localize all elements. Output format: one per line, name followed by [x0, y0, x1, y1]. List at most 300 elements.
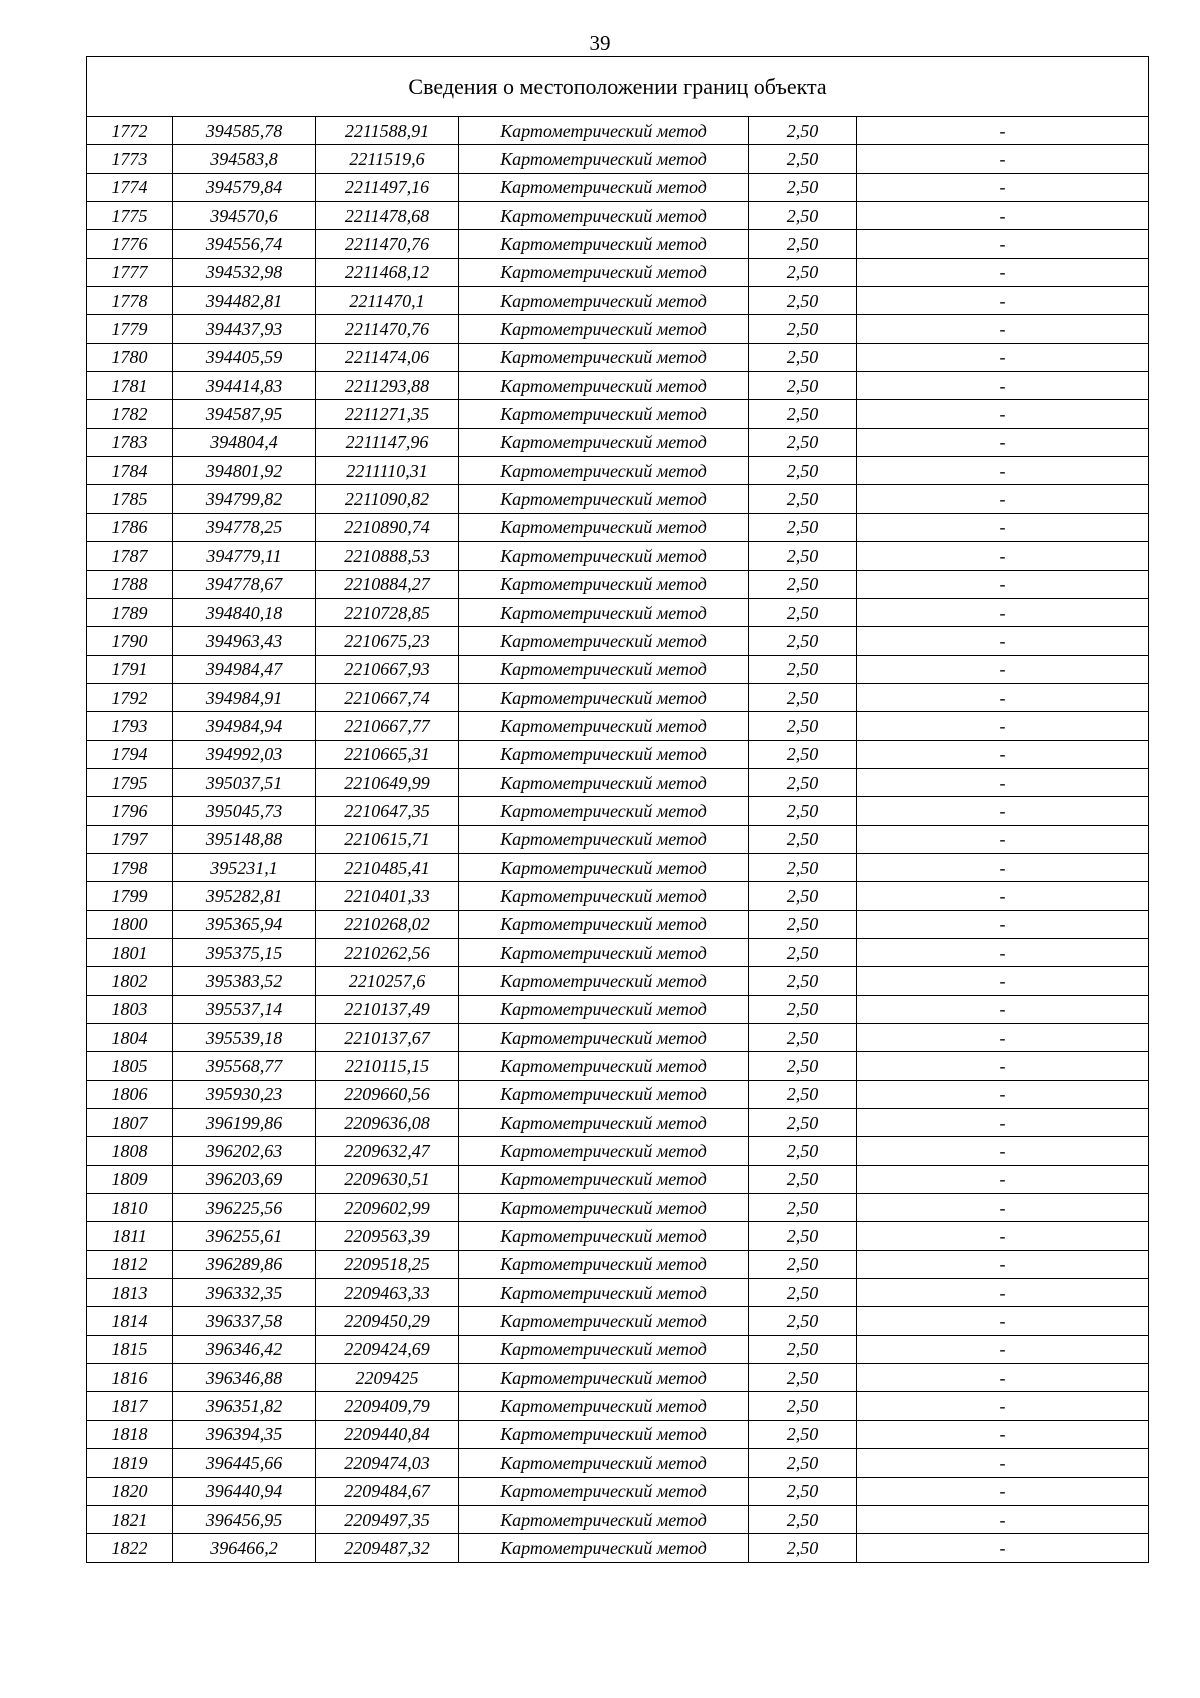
- note-cell: -: [857, 1335, 1149, 1363]
- accuracy-cell: 2,50: [749, 1194, 857, 1222]
- note-cell: -: [857, 825, 1149, 853]
- note-cell: -: [857, 1080, 1149, 1108]
- y-coordinate-cell: 2211468,12: [316, 258, 459, 286]
- y-coordinate-cell: 2209636,08: [316, 1109, 459, 1137]
- point-number-cell: 1795: [87, 768, 173, 796]
- accuracy-cell: 2,50: [749, 1137, 857, 1165]
- y-coordinate-cell: 2210401,33: [316, 882, 459, 910]
- table-title-row: [87, 57, 1149, 117]
- point-number-cell: 1798: [87, 853, 173, 881]
- table-row: [87, 1505, 1149, 1533]
- accuracy-cell: 2,50: [749, 1364, 857, 1392]
- accuracy-cell: 2,50: [749, 230, 857, 258]
- y-coordinate-cell: 2209463,33: [316, 1279, 459, 1307]
- x-coordinate-cell: 394801,92: [173, 457, 316, 485]
- x-coordinate-cell: 394532,98: [173, 258, 316, 286]
- note-cell: -: [857, 202, 1149, 230]
- y-coordinate-cell: 2211147,96: [316, 428, 459, 456]
- method-cell: Картометрический метод: [459, 825, 749, 853]
- table-row: [87, 1364, 1149, 1392]
- note-cell: -: [857, 372, 1149, 400]
- x-coordinate-cell: 396351,82: [173, 1392, 316, 1420]
- y-coordinate-cell: 2210884,27: [316, 570, 459, 598]
- accuracy-cell: 2,50: [749, 372, 857, 400]
- x-coordinate-cell: 396346,42: [173, 1335, 316, 1363]
- note-cell: -: [857, 1449, 1149, 1477]
- point-number-cell: 1818: [87, 1420, 173, 1448]
- y-coordinate-cell: 2209487,32: [316, 1534, 459, 1562]
- x-coordinate-cell: 394984,94: [173, 712, 316, 740]
- note-cell: -: [857, 258, 1149, 286]
- accuracy-cell: 2,50: [749, 683, 857, 711]
- y-coordinate-cell: 2211519,6: [316, 145, 459, 173]
- y-coordinate-cell: 2209563,39: [316, 1222, 459, 1250]
- accuracy-cell: 2,50: [749, 1505, 857, 1533]
- point-number-cell: 1814: [87, 1307, 173, 1335]
- table-row: [87, 1534, 1149, 1562]
- method-cell: Картометрический метод: [459, 230, 749, 258]
- method-cell: Картометрический метод: [459, 513, 749, 541]
- y-coordinate-cell: 2210888,53: [316, 542, 459, 570]
- accuracy-cell: 2,50: [749, 513, 857, 541]
- method-cell: Картометрический метод: [459, 287, 749, 315]
- method-cell: Картометрический метод: [459, 1449, 749, 1477]
- y-coordinate-cell: 2209425: [316, 1364, 459, 1392]
- note-cell: -: [857, 145, 1149, 173]
- method-cell: Картометрический метод: [459, 485, 749, 513]
- method-cell: Картометрический метод: [459, 1024, 749, 1052]
- method-cell: Картометрический метод: [459, 1307, 749, 1335]
- table-row: [87, 570, 1149, 598]
- point-number-cell: 1783: [87, 428, 173, 456]
- point-number-cell: 1812: [87, 1250, 173, 1278]
- method-cell: Картометрический метод: [459, 967, 749, 995]
- y-coordinate-cell: 2210262,56: [316, 938, 459, 966]
- table-body: [87, 117, 1149, 1563]
- accuracy-cell: 2,50: [749, 1222, 857, 1250]
- table-row: [87, 967, 1149, 995]
- table-row: [87, 1449, 1149, 1477]
- x-coordinate-cell: 396332,35: [173, 1279, 316, 1307]
- note-cell: -: [857, 1477, 1149, 1505]
- note-cell: -: [857, 542, 1149, 570]
- method-cell: Картометрический метод: [459, 400, 749, 428]
- method-cell: Картометрический метод: [459, 853, 749, 881]
- y-coordinate-cell: 2210268,02: [316, 910, 459, 938]
- y-coordinate-cell: 2211470,76: [316, 315, 459, 343]
- y-coordinate-cell: 2210649,99: [316, 768, 459, 796]
- method-cell: Картометрический метод: [459, 910, 749, 938]
- table-row: [87, 627, 1149, 655]
- point-number-cell: 1789: [87, 598, 173, 626]
- method-cell: Картометрический метод: [459, 1335, 749, 1363]
- note-cell: -: [857, 1109, 1149, 1137]
- method-cell: Картометрический метод: [459, 1250, 749, 1278]
- note-cell: -: [857, 910, 1149, 938]
- point-number-cell: 1799: [87, 882, 173, 910]
- x-coordinate-cell: 396289,86: [173, 1250, 316, 1278]
- point-number-cell: 1784: [87, 457, 173, 485]
- y-coordinate-cell: 2210137,67: [316, 1024, 459, 1052]
- y-coordinate-cell: 2210890,74: [316, 513, 459, 541]
- y-coordinate-cell: 2209474,03: [316, 1449, 459, 1477]
- point-number-cell: 1773: [87, 145, 173, 173]
- y-coordinate-cell: 2211110,31: [316, 457, 459, 485]
- method-cell: Картометрический метод: [459, 145, 749, 173]
- x-coordinate-cell: 395037,51: [173, 768, 316, 796]
- point-number-cell: 1781: [87, 372, 173, 400]
- x-coordinate-cell: 396456,95: [173, 1505, 316, 1533]
- y-coordinate-cell: 2209450,29: [316, 1307, 459, 1335]
- x-coordinate-cell: 395930,23: [173, 1080, 316, 1108]
- point-number-cell: 1787: [87, 542, 173, 570]
- point-number-cell: 1804: [87, 1024, 173, 1052]
- table-row: [87, 428, 1149, 456]
- accuracy-cell: 2,50: [749, 117, 857, 145]
- point-number-cell: 1816: [87, 1364, 173, 1392]
- method-cell: Картометрический метод: [459, 882, 749, 910]
- note-cell: -: [857, 315, 1149, 343]
- note-cell: -: [857, 1279, 1149, 1307]
- method-cell: Картометрический метод: [459, 202, 749, 230]
- accuracy-cell: 2,50: [749, 882, 857, 910]
- y-coordinate-cell: 2209424,69: [316, 1335, 459, 1363]
- x-coordinate-cell: 394556,74: [173, 230, 316, 258]
- method-cell: Картометрический метод: [459, 173, 749, 201]
- accuracy-cell: 2,50: [749, 1052, 857, 1080]
- point-number-cell: 1820: [87, 1477, 173, 1505]
- method-cell: Картометрический метод: [459, 1194, 749, 1222]
- point-number-cell: 1796: [87, 797, 173, 825]
- accuracy-cell: 2,50: [749, 173, 857, 201]
- accuracy-cell: 2,50: [749, 202, 857, 230]
- method-cell: Картометрический метод: [459, 570, 749, 598]
- method-cell: Картометрический метод: [459, 117, 749, 145]
- accuracy-cell: 2,50: [749, 825, 857, 853]
- table-row: [87, 683, 1149, 711]
- x-coordinate-cell: 396337,58: [173, 1307, 316, 1335]
- accuracy-cell: 2,50: [749, 1165, 857, 1193]
- accuracy-cell: 2,50: [749, 457, 857, 485]
- note-cell: -: [857, 117, 1149, 145]
- note-cell: -: [857, 1194, 1149, 1222]
- method-cell: Картометрический метод: [459, 1222, 749, 1250]
- table-row: [87, 768, 1149, 796]
- point-number-cell: 1805: [87, 1052, 173, 1080]
- table-row: [87, 287, 1149, 315]
- table-row: [87, 1109, 1149, 1137]
- y-coordinate-cell: 2210667,74: [316, 683, 459, 711]
- y-coordinate-cell: 2211470,1: [316, 287, 459, 315]
- x-coordinate-cell: 394583,8: [173, 145, 316, 173]
- table-row: [87, 372, 1149, 400]
- note-cell: -: [857, 400, 1149, 428]
- y-coordinate-cell: 2210257,6: [316, 967, 459, 995]
- method-cell: Картометрический метод: [459, 258, 749, 286]
- table-row: [87, 343, 1149, 371]
- table-row: [87, 882, 1149, 910]
- method-cell: Картометрический метод: [459, 1364, 749, 1392]
- y-coordinate-cell: 2211271,35: [316, 400, 459, 428]
- table-row: [87, 1420, 1149, 1448]
- y-coordinate-cell: 2210667,93: [316, 655, 459, 683]
- method-cell: Картометрический метод: [459, 627, 749, 655]
- x-coordinate-cell: 394992,03: [173, 740, 316, 768]
- x-coordinate-cell: 394840,18: [173, 598, 316, 626]
- accuracy-cell: 2,50: [749, 542, 857, 570]
- point-number-cell: 1801: [87, 938, 173, 966]
- method-cell: Картометрический метод: [459, 768, 749, 796]
- method-cell: Картометрический метод: [459, 1392, 749, 1420]
- point-number-cell: 1803: [87, 995, 173, 1023]
- table-row: [87, 117, 1149, 145]
- method-cell: Картометрический метод: [459, 315, 749, 343]
- point-number-cell: 1821: [87, 1505, 173, 1533]
- y-coordinate-cell: 2211474,06: [316, 343, 459, 371]
- method-cell: Картометрический метод: [459, 1505, 749, 1533]
- y-coordinate-cell: 2211478,68: [316, 202, 459, 230]
- table-row: [87, 145, 1149, 173]
- point-number-cell: 1777: [87, 258, 173, 286]
- x-coordinate-cell: 395537,14: [173, 995, 316, 1023]
- accuracy-cell: 2,50: [749, 315, 857, 343]
- point-number-cell: 1813: [87, 1279, 173, 1307]
- note-cell: -: [857, 768, 1149, 796]
- note-cell: -: [857, 1505, 1149, 1533]
- note-cell: -: [857, 627, 1149, 655]
- point-number-cell: 1786: [87, 513, 173, 541]
- method-cell: Картометрический метод: [459, 995, 749, 1023]
- accuracy-cell: 2,50: [749, 1392, 857, 1420]
- x-coordinate-cell: 394799,82: [173, 485, 316, 513]
- note-cell: -: [857, 1024, 1149, 1052]
- y-coordinate-cell: 2209497,35: [316, 1505, 459, 1533]
- method-cell: Картометрический метод: [459, 1137, 749, 1165]
- point-number-cell: 1809: [87, 1165, 173, 1193]
- x-coordinate-cell: 396394,35: [173, 1420, 316, 1448]
- table-row: [87, 825, 1149, 853]
- y-coordinate-cell: 2209602,99: [316, 1194, 459, 1222]
- x-coordinate-cell: 396225,56: [173, 1194, 316, 1222]
- note-cell: -: [857, 740, 1149, 768]
- y-coordinate-cell: 2209409,79: [316, 1392, 459, 1420]
- point-number-cell: 1780: [87, 343, 173, 371]
- note-cell: -: [857, 995, 1149, 1023]
- method-cell: Картометрический метод: [459, 428, 749, 456]
- note-cell: -: [857, 683, 1149, 711]
- note-cell: -: [857, 1392, 1149, 1420]
- table-row: [87, 1307, 1149, 1335]
- y-coordinate-cell: 2210728,85: [316, 598, 459, 626]
- accuracy-cell: 2,50: [749, 1307, 857, 1335]
- accuracy-cell: 2,50: [749, 967, 857, 995]
- note-cell: -: [857, 967, 1149, 995]
- y-coordinate-cell: 2210115,15: [316, 1052, 459, 1080]
- table-row: [87, 995, 1149, 1023]
- accuracy-cell: 2,50: [749, 740, 857, 768]
- y-coordinate-cell: 2209630,51: [316, 1165, 459, 1193]
- x-coordinate-cell: 394585,78: [173, 117, 316, 145]
- x-coordinate-cell: 396445,66: [173, 1449, 316, 1477]
- accuracy-cell: 2,50: [749, 1109, 857, 1137]
- x-coordinate-cell: 395045,73: [173, 797, 316, 825]
- method-cell: Картометрический метод: [459, 542, 749, 570]
- method-cell: Картометрический метод: [459, 1109, 749, 1137]
- x-coordinate-cell: 395282,81: [173, 882, 316, 910]
- y-coordinate-cell: 2210137,49: [316, 995, 459, 1023]
- table-row: [87, 542, 1149, 570]
- x-coordinate-cell: 396440,94: [173, 1477, 316, 1505]
- x-coordinate-cell: 396346,88: [173, 1364, 316, 1392]
- accuracy-cell: 2,50: [749, 1335, 857, 1363]
- accuracy-cell: 2,50: [749, 1420, 857, 1448]
- table-row: [87, 853, 1149, 881]
- table-row: [87, 457, 1149, 485]
- note-cell: -: [857, 513, 1149, 541]
- table-row: [87, 1052, 1149, 1080]
- x-coordinate-cell: 394779,11: [173, 542, 316, 570]
- x-coordinate-cell: 394414,83: [173, 372, 316, 400]
- method-cell: Картометрический метод: [459, 1420, 749, 1448]
- x-coordinate-cell: 394963,43: [173, 627, 316, 655]
- x-coordinate-cell: 394570,6: [173, 202, 316, 230]
- note-cell: -: [857, 598, 1149, 626]
- x-coordinate-cell: 396199,86: [173, 1109, 316, 1137]
- table-row: [87, 1279, 1149, 1307]
- point-number-cell: 1790: [87, 627, 173, 655]
- point-number-cell: 1776: [87, 230, 173, 258]
- table-row: [87, 740, 1149, 768]
- point-number-cell: 1772: [87, 117, 173, 145]
- note-cell: -: [857, 1052, 1149, 1080]
- table-row: [87, 1392, 1149, 1420]
- accuracy-cell: 2,50: [749, 145, 857, 173]
- point-number-cell: 1792: [87, 683, 173, 711]
- point-number-cell: 1807: [87, 1109, 173, 1137]
- accuracy-cell: 2,50: [749, 1534, 857, 1562]
- note-cell: -: [857, 797, 1149, 825]
- table-row: [87, 485, 1149, 513]
- y-coordinate-cell: 2209440,84: [316, 1420, 459, 1448]
- x-coordinate-cell: 395375,15: [173, 938, 316, 966]
- table-row: [87, 712, 1149, 740]
- point-number-cell: 1785: [87, 485, 173, 513]
- y-coordinate-cell: 2211588,91: [316, 117, 459, 145]
- table-row: [87, 258, 1149, 286]
- y-coordinate-cell: 2210485,41: [316, 853, 459, 881]
- accuracy-cell: 2,50: [749, 1024, 857, 1052]
- accuracy-cell: 2,50: [749, 485, 857, 513]
- method-cell: Картометрический метод: [459, 372, 749, 400]
- note-cell: -: [857, 882, 1149, 910]
- point-number-cell: 1800: [87, 910, 173, 938]
- table-row: [87, 1250, 1149, 1278]
- x-coordinate-cell: 394984,47: [173, 655, 316, 683]
- method-cell: Картометрический метод: [459, 1534, 749, 1562]
- method-cell: Картометрический метод: [459, 1165, 749, 1193]
- point-number-cell: 1793: [87, 712, 173, 740]
- table-row: [87, 1477, 1149, 1505]
- x-coordinate-cell: 394405,59: [173, 343, 316, 371]
- table-row: [87, 202, 1149, 230]
- x-coordinate-cell: 395365,94: [173, 910, 316, 938]
- accuracy-cell: 2,50: [749, 343, 857, 371]
- accuracy-cell: 2,50: [749, 910, 857, 938]
- table-title: Сведения о местоположении границ объекта: [87, 57, 1149, 117]
- x-coordinate-cell: 394587,95: [173, 400, 316, 428]
- table-row: [87, 910, 1149, 938]
- table-row: [87, 400, 1149, 428]
- accuracy-cell: 2,50: [749, 853, 857, 881]
- x-coordinate-cell: 395568,77: [173, 1052, 316, 1080]
- y-coordinate-cell: 2209660,56: [316, 1080, 459, 1108]
- note-cell: -: [857, 230, 1149, 258]
- method-cell: Картометрический метод: [459, 712, 749, 740]
- y-coordinate-cell: 2210675,23: [316, 627, 459, 655]
- accuracy-cell: 2,50: [749, 598, 857, 626]
- method-cell: Картометрический метод: [459, 655, 749, 683]
- table-row: [87, 1222, 1149, 1250]
- note-cell: -: [857, 1222, 1149, 1250]
- accuracy-cell: 2,50: [749, 1250, 857, 1278]
- note-cell: -: [857, 485, 1149, 513]
- point-number-cell: 1819: [87, 1449, 173, 1477]
- y-coordinate-cell: 2210665,31: [316, 740, 459, 768]
- method-cell: Картометрический метод: [459, 740, 749, 768]
- table-row: [87, 173, 1149, 201]
- note-cell: -: [857, 457, 1149, 485]
- accuracy-cell: 2,50: [749, 797, 857, 825]
- table-row: [87, 655, 1149, 683]
- note-cell: -: [857, 1137, 1149, 1165]
- table-row: [87, 1165, 1149, 1193]
- accuracy-cell: 2,50: [749, 712, 857, 740]
- point-number-cell: 1797: [87, 825, 173, 853]
- accuracy-cell: 2,50: [749, 1477, 857, 1505]
- accuracy-cell: 2,50: [749, 1449, 857, 1477]
- method-cell: Картометрический метод: [459, 343, 749, 371]
- x-coordinate-cell: 396466,2: [173, 1534, 316, 1562]
- point-number-cell: 1782: [87, 400, 173, 428]
- point-number-cell: 1822: [87, 1534, 173, 1562]
- x-coordinate-cell: 396203,69: [173, 1165, 316, 1193]
- accuracy-cell: 2,50: [749, 995, 857, 1023]
- point-number-cell: 1775: [87, 202, 173, 230]
- accuracy-cell: 2,50: [749, 258, 857, 286]
- y-coordinate-cell: 2209484,67: [316, 1477, 459, 1505]
- point-number-cell: 1806: [87, 1080, 173, 1108]
- point-number-cell: 1815: [87, 1335, 173, 1363]
- y-coordinate-cell: 2210615,71: [316, 825, 459, 853]
- accuracy-cell: 2,50: [749, 768, 857, 796]
- accuracy-cell: 2,50: [749, 1080, 857, 1108]
- accuracy-cell: 2,50: [749, 287, 857, 315]
- note-cell: -: [857, 712, 1149, 740]
- note-cell: -: [857, 173, 1149, 201]
- x-coordinate-cell: 395383,52: [173, 967, 316, 995]
- table-row: [87, 315, 1149, 343]
- y-coordinate-cell: 2211293,88: [316, 372, 459, 400]
- table-row: [87, 938, 1149, 966]
- x-coordinate-cell: 396202,63: [173, 1137, 316, 1165]
- accuracy-cell: 2,50: [749, 400, 857, 428]
- y-coordinate-cell: 2210667,77: [316, 712, 459, 740]
- note-cell: -: [857, 938, 1149, 966]
- y-coordinate-cell: 2209518,25: [316, 1250, 459, 1278]
- method-cell: Картометрический метод: [459, 1279, 749, 1307]
- accuracy-cell: 2,50: [749, 938, 857, 966]
- table-row: [87, 1335, 1149, 1363]
